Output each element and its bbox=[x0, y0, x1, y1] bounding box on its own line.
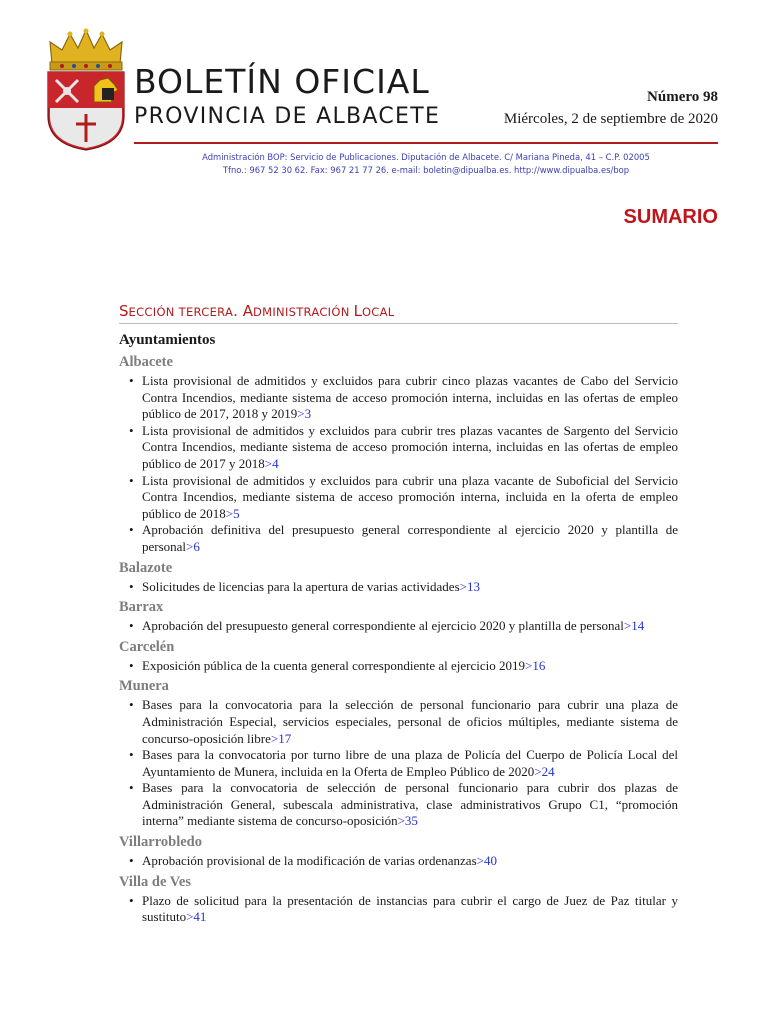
municipality-list bbox=[119, 353, 678, 926]
page-link[interactable]: >35 bbox=[397, 813, 418, 829]
announcement-item bbox=[119, 658, 678, 675]
page-link[interactable]: >5 bbox=[225, 505, 240, 521]
announcement-text: Plazo de solicitud para la presentación de instancias para cubrir el cargo de Juez de Paz titular y sustituto bbox=[142, 892, 678, 925]
announcement-item bbox=[119, 893, 678, 926]
page-link[interactable]: >41 bbox=[186, 909, 207, 925]
announcement-item bbox=[119, 747, 678, 780]
issue-info bbox=[504, 86, 718, 130]
sumario-heading: SUMARIO bbox=[623, 206, 718, 228]
announcement-list bbox=[119, 579, 678, 596]
announcement-text: Bases para la convocatoria por turno libre de una plaza de Policía del Cuerpo de Policía Local del Ayuntamiento de Munera, incluida en la Oferta de Empleo Público de 2020 bbox=[142, 747, 678, 779]
page-link[interactable]: >13 bbox=[459, 578, 480, 594]
page-link[interactable]: >6 bbox=[186, 538, 200, 554]
announcement-item bbox=[119, 697, 678, 747]
page-link[interactable]: >40 bbox=[476, 853, 497, 869]
issue-number: Número 98 bbox=[647, 89, 718, 105]
announcement-text: Aprobación del presupuesto general correspondiente al ejercicio 2020 y plantilla de personal bbox=[142, 618, 624, 634]
municipality-heading: Villarrobledo bbox=[119, 834, 202, 851]
publication-title: BOLETÍN OFICIAL bbox=[134, 62, 430, 101]
page-link[interactable]: >4 bbox=[264, 455, 279, 471]
announcement-list bbox=[119, 658, 678, 675]
municipality-heading: Barrax bbox=[119, 599, 164, 616]
announcement-item bbox=[119, 579, 678, 596]
municipality-heading: Balazote bbox=[119, 559, 173, 576]
announcement-text: Solicitudes de licencias para la apertura de varias actividades bbox=[142, 578, 460, 594]
page-link[interactable]: >16 bbox=[524, 657, 546, 673]
announcement-list bbox=[119, 373, 678, 556]
announcement-item bbox=[119, 618, 678, 635]
category-heading: Ayuntamientos bbox=[119, 332, 216, 348]
masthead bbox=[134, 62, 440, 132]
announcement-list bbox=[119, 697, 678, 830]
page-link[interactable]: >14 bbox=[623, 618, 645, 634]
announcement-text: Lista provisional de admitidos y excluidos para cubrir cinco plazas vacantes de Cabo del Servicio Contra Incendios, mediante sistema de acceso promoción interna, incluidas en las ofertas de empleo público de 2017, 2018 y 2019 bbox=[142, 373, 678, 422]
issue-date: Miércoles, 2 de septiembre de 2020 bbox=[503, 111, 718, 127]
municipality-heading: Albacete bbox=[119, 354, 173, 370]
page-link[interactable]: >17 bbox=[270, 730, 292, 746]
section-title: SECCIÓN TERCERA. ADMINISTRACIÓN LOCAL bbox=[119, 302, 678, 324]
announcement-text: Aprobación provisional de la modificación de varias ordenanzas bbox=[142, 853, 477, 869]
announcement-list bbox=[119, 853, 678, 870]
announcement-text: Exposición pública de la cuenta general correspondiente al ejercicio 2019 bbox=[142, 657, 525, 673]
municipality-heading: Munera bbox=[119, 678, 169, 695]
announcement-item bbox=[119, 853, 678, 870]
announcement-text: Bases para la convocatoria para la selección de personal funcionario para cubrir una plaza de Administración Especial, servicios especiales, personal de oficios múltiples, mediante sistema de concurso-oposición libre bbox=[142, 697, 678, 746]
announcement-text: Aprobación definitiva del presupuesto general correspondiente al ejercicio 2020 y plantilla de personal bbox=[142, 522, 678, 554]
announcement-list bbox=[119, 893, 678, 926]
coat-of-arms-icon bbox=[44, 28, 128, 152]
contact-info bbox=[134, 151, 718, 176]
municipality-heading: Carcelén bbox=[119, 638, 175, 655]
municipality-heading: Villa de Ves bbox=[119, 873, 191, 890]
announcement-item bbox=[119, 423, 678, 473]
announcement-item bbox=[119, 373, 678, 423]
announcement-text: Lista provisional de admitidos y excluidos para cubrir tres plazas vacantes de Sargento del Servicio Contra Incendios, mediante sistema de acceso promoción interna, incluidas en las ofertas de empleo público de 2017 y 2018 bbox=[142, 422, 678, 471]
header-divider bbox=[134, 142, 718, 144]
page-link[interactable]: >3 bbox=[297, 406, 312, 422]
page-link[interactable]: >24 bbox=[534, 763, 555, 779]
contact-line-phone: Tfno.: 967 52 30 62. Fax: 967 21 77 26. e-mail: boletin@dipualba.es. http://www.dipualba.es/bop bbox=[222, 164, 630, 175]
announcement-text: Lista provisional de admitidos y excluidos para cubrir una plaza vacante de Suboficial del Servicio Contra Incendios, mediante sistema de acceso promoción interna, incluida en la oferta de empleo público de 2018 bbox=[142, 472, 678, 521]
announcement-item bbox=[119, 780, 678, 830]
announcement-list bbox=[119, 618, 678, 635]
publication-subtitle: PROVINCIA DE ALBACETE bbox=[134, 104, 441, 129]
contact-line-address: Administración BOP: Servicio de Publicaciones. Diputación de Albacete. C/ Mariana Pineda, 41 – C.P. 02005 bbox=[202, 152, 650, 162]
announcement-item bbox=[119, 473, 678, 523]
announcement-text: Bases para la convocatoria de selección de personal funcionario para cubrir dos plazas de Administración General, subescala administrativa, clase administrativos Grupo C1, “promoción interna” mediante sistema de concurso-oposición bbox=[142, 780, 678, 829]
announcement-item bbox=[119, 522, 678, 555]
summary-content bbox=[119, 330, 678, 926]
